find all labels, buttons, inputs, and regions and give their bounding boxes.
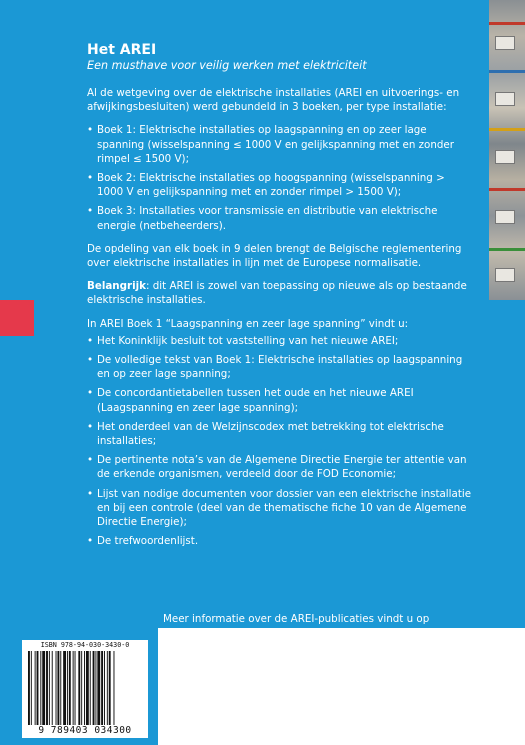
back-cover-text	[87, 42, 472, 557]
page-subtitle: Een musthave voor veilig werken met elektriciteit	[87, 59, 367, 72]
more-info-line: Meer informatie over de AREI-publicaties vindt u op	[163, 613, 430, 625]
important-label: Belangrijk	[87, 280, 146, 293]
photo-wire	[489, 248, 525, 251]
photo-breaker	[495, 92, 515, 106]
barcode-image	[28, 651, 142, 725]
contents-intro: In AREI Boek 1 “Laagspanning en zeer lage spanning” vindt u:	[87, 317, 409, 330]
book-item: • Boek 3: Installaties voor transmissie en distributie van elektrische energie (netbeheerders).	[87, 204, 472, 232]
photo-wire	[489, 70, 525, 73]
contents-item: • De trefwoordenlijst.	[87, 534, 472, 548]
barcode-block	[22, 640, 148, 738]
important-text: : dit AREI is zowel van toepassing op nieuwe als op bestaande elektrische installaties.	[87, 280, 467, 307]
contents-item: • De volledige tekst van Boek 1: Elektrische installaties op laagspanning en op zeer lage spanning;	[87, 353, 472, 381]
ean-text: 9 789403 034300	[38, 725, 132, 736]
cover-photo-strip	[489, 0, 525, 300]
red-accent-tab	[0, 300, 34, 336]
photo-wire	[489, 128, 525, 131]
book-item: • Boek 2: Elektrische installaties op hoogspanning (wisselspanning > 1000 V en gelijkspanning met en zonder rimpel > 1500 V);	[87, 171, 472, 199]
book-item: • Boek 1: Elektrische installaties op laagspanning en op zeer lage spanning (wisselspanning ≤ 1000 V en gelijkspanning met en zonder rimpel ≤ 1500 V);	[87, 123, 472, 166]
photo-breaker	[495, 36, 515, 50]
bottom-white-panel	[158, 628, 525, 745]
page-title: Het AREI	[87, 42, 157, 58]
photo-wire	[489, 22, 525, 25]
important-paragraph	[87, 279, 472, 307]
contents-item: • Lijst van nodige documenten voor dossier van een elektrische installatie en bij een controle (deel van de thematische fiche 10 van de Algemene Directie Energie);	[87, 487, 472, 530]
contents-item: • Het onderdeel van de Welzijnscodex met betrekking tot elektrische installaties;	[87, 420, 472, 448]
contents-item: • De concordantietabellen tussen het oude en het nieuwe AREI (Laagspanning en zeer lage spanning);	[87, 386, 472, 414]
contents-list	[87, 334, 472, 549]
photo-breaker	[495, 210, 515, 224]
division-paragraph: De opdeling van elk boek in 9 delen brengt de Belgische reglementering over elektrische installaties in lijn met de Europese normalisatie.	[87, 242, 462, 270]
intro-paragraph: Al de wetgeving over de elektrische installaties (AREI en uitvoerings- en afwijkingsbesluiten) werd gebundeld in 3 boeken, per type installatie:	[87, 87, 460, 114]
contents-item: • Het Koninklijk besluit tot vaststelling van het nieuwe AREI;	[87, 334, 472, 348]
books-list	[87, 123, 472, 232]
isbn-text: ISBN 978-94-030-3430-0	[40, 641, 130, 649]
photo-wire	[489, 188, 525, 191]
photo-breaker	[495, 150, 515, 164]
photo-breaker	[495, 268, 515, 282]
contents-item: • De pertinente nota’s van de Algemene Directie Energie ter attentie van de erkende organismen, verdeeld door de FOD Economie;	[87, 453, 472, 481]
